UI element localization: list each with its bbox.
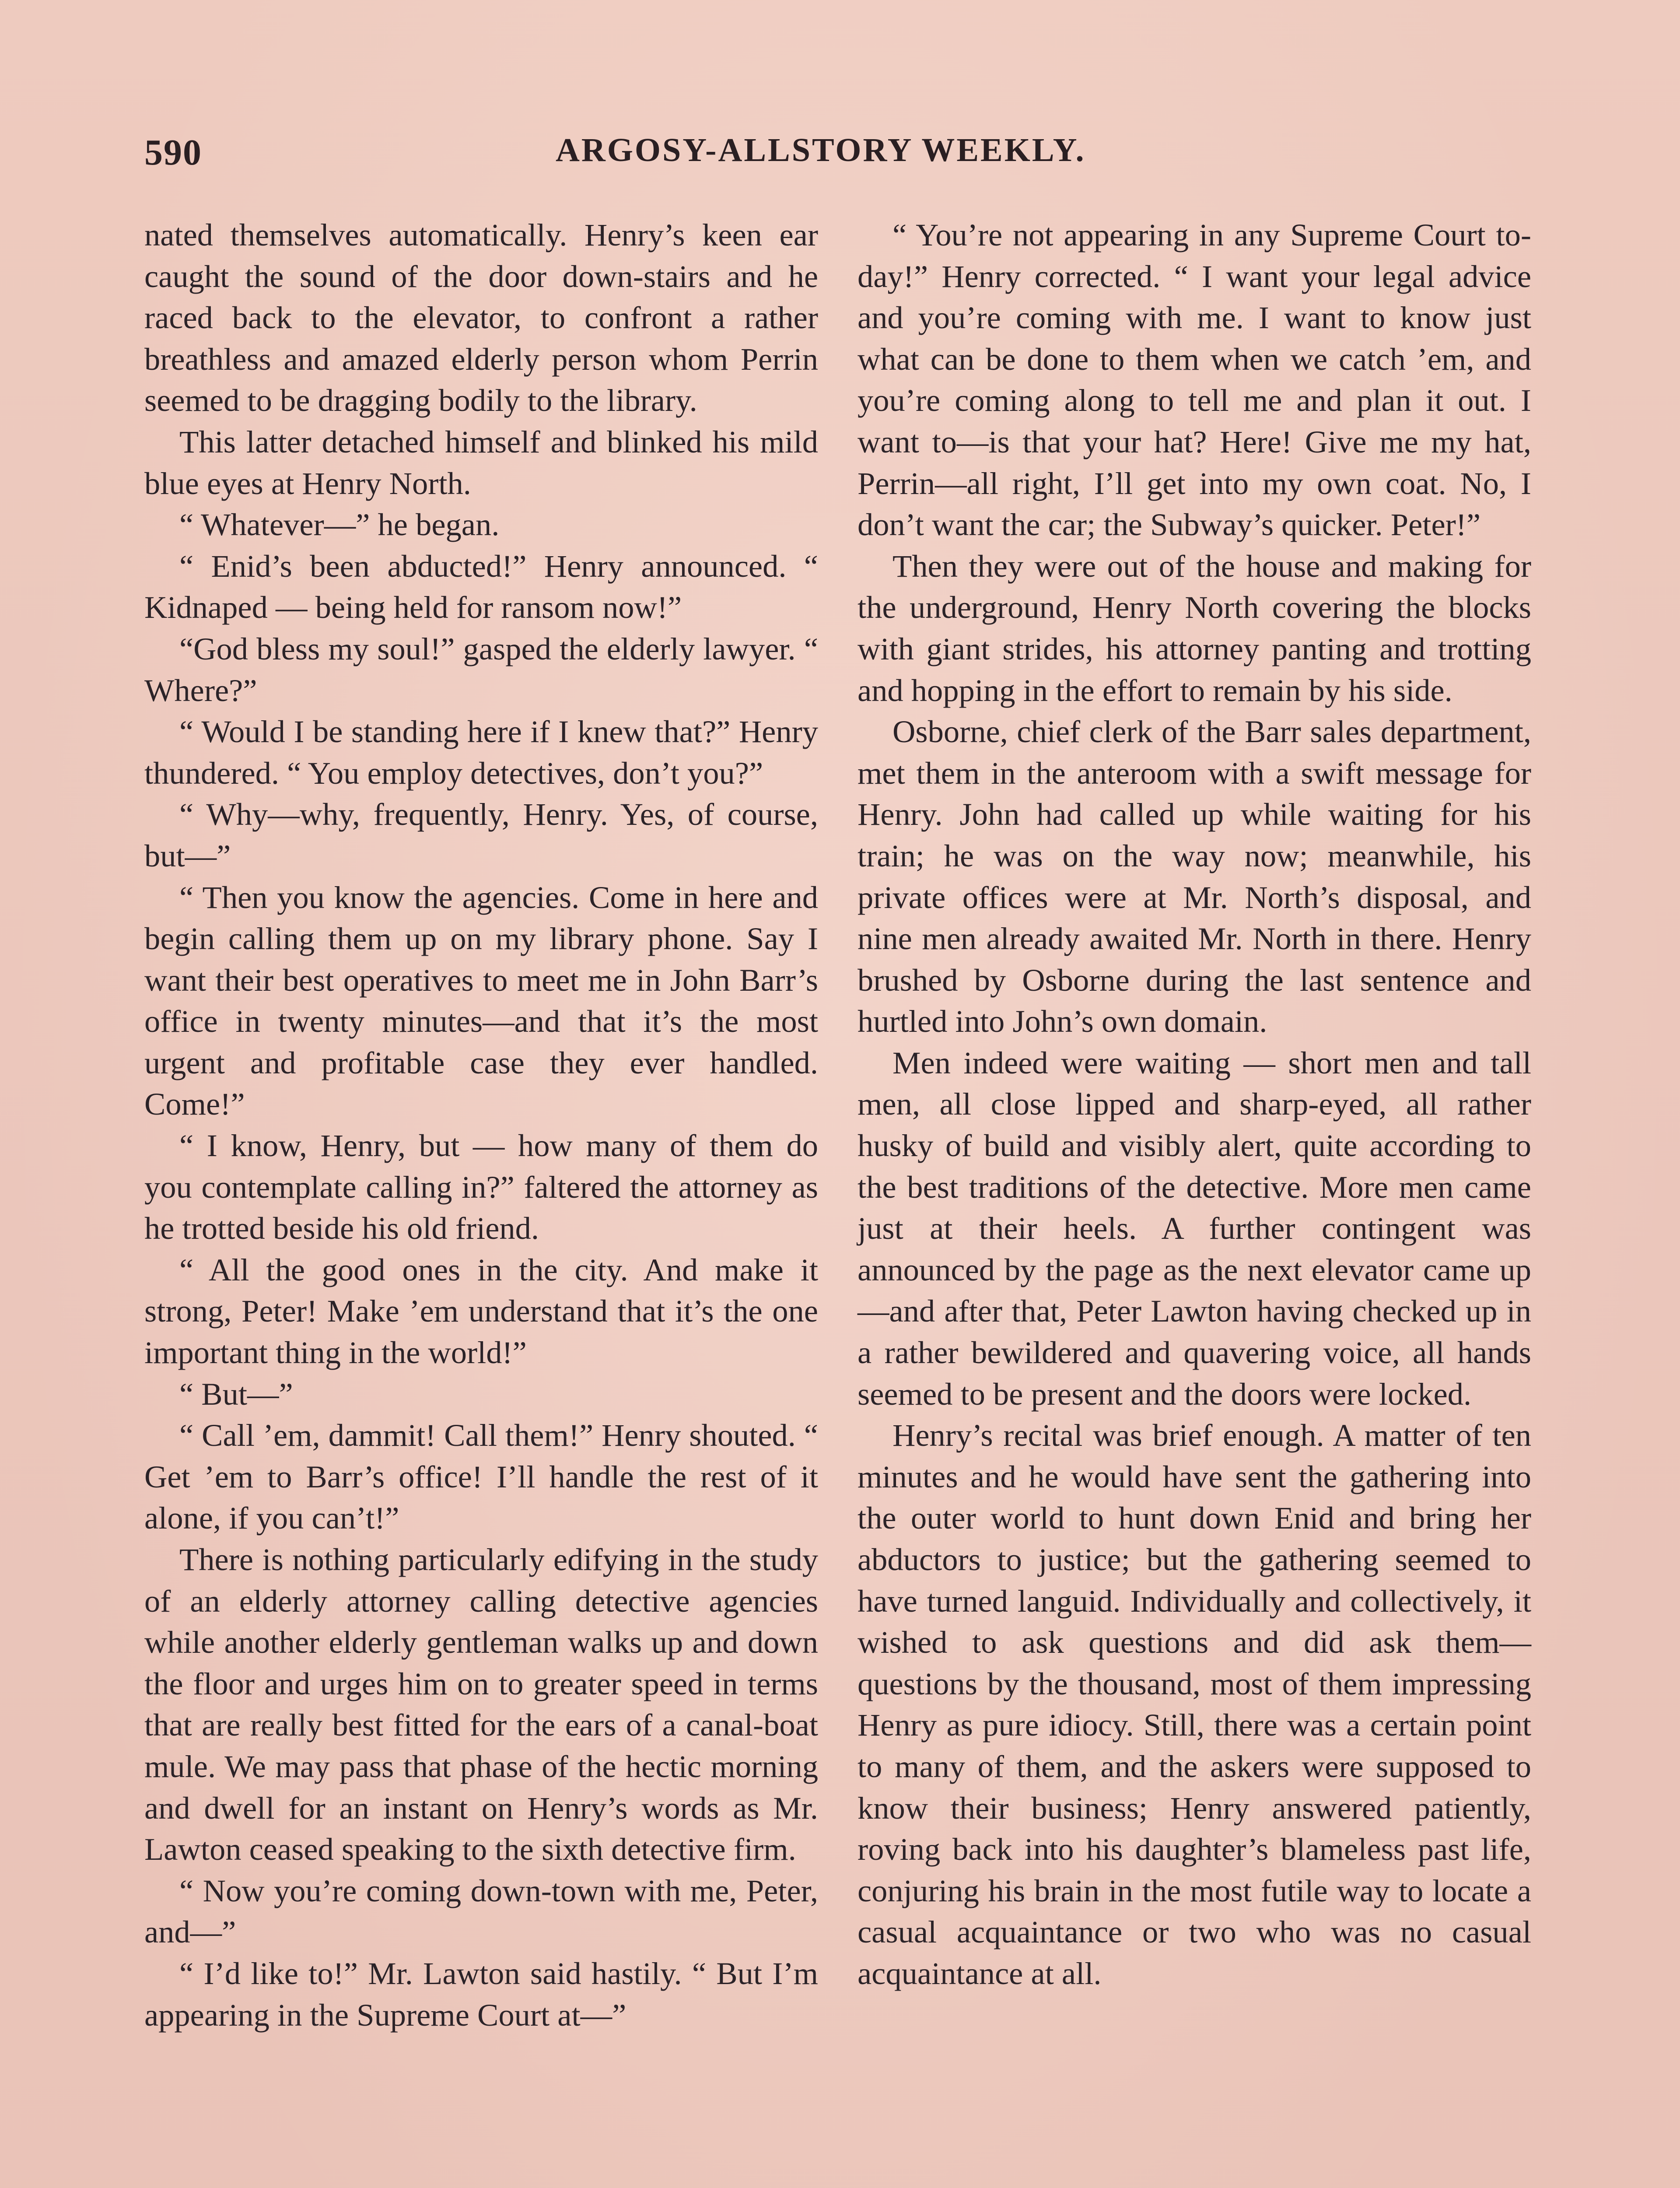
paragraph: “ But—” [179, 1376, 293, 1412]
paragraph: “ Now you’re coming down-town with me, Peter, and—” [144, 1872, 818, 1950]
page-number: 590 [144, 132, 202, 173]
paragraph: This latter detached himself and blinked his mild blue eyes at Henry North. [144, 424, 818, 501]
paragraph: “ I know, Henry, but — how many of them do you contemplate calling in?” faltered the attorney as he trotted beside his old friend. [144, 1128, 818, 1246]
paragraph: “ Then you know the agencies. Come in here and begin calling them up on my library phone. Say I want their best operatives to meet me in John Barr’s office in twenty minutes—and that it’s the most urgent and profitable case they ever handled. Come!” [144, 879, 818, 1122]
paragraph: “ Call ’em, dammit! Call them!” Henry shouted. “ Get ’em to Barr’s office! I’ll handle the rest of it alone, if you can’t!” [144, 1417, 818, 1536]
running-title: ARGOSY-ALLSTORY WEEKLY. [556, 132, 1086, 168]
paragraph: “ Enid’s been abducted!” Henry announced. “ Kidnaped — being held for ransom now!” [144, 548, 818, 625]
paragraph: Osborne, chief clerk of the Barr sales department, met them in the anteroom with a swift message for Henry. John had called up while waiting for his train; he was on the way now; meanwhile, his private offices were at Mr. North’s disposal, and nine men already awaited Mr. North in there. Henry brushed by Osborne during the last sentence and hurtled into John’s own domain. [858, 714, 1531, 1039]
paragraph: “ I’d like to!” Mr. Lawton said hastily. “ But I’m appearing in the Supreme Court at—” [144, 1955, 818, 2033]
paragraph: “ All the good ones in the city. And make it strong, Peter! Make ’em understand that it’s the one important thing in the world!” [144, 1252, 818, 1371]
paragraph: Then they were out of the house and making for the underground, Henry North covering the blocks with giant strides, his attorney panting and trotting and hopping in the effort to remain by his side. [858, 548, 1531, 708]
paragraph: Men indeed were waiting — short men and tall men, all close lipped and sharp-eyed, all rather husky of build and visibly alert, quite according to the best traditions of the detective. More men came just at their heels. A further contingent was announced by the page as the next elevator came up—and after that, Peter Lawton having checked up in a rather bewildered and quavering voice, all hands seemed to be present and the doors were locked. [858, 1045, 1531, 1412]
paragraph: nated themselves automatically. Henry’s keen ear caught the sound of the door down-stairs and he raced back to the elevator, to confront a rather breathless and amazed elderly person whom Perrin seemed to be dragging bodily to the library. [144, 217, 818, 418]
right-column [858, 214, 1531, 1995]
paragraph: “ Why—why, frequently, Henry. Yes, of course, but—” [144, 796, 818, 873]
paragraph: “ Would I be standing here if I knew that?” Henry thundered. “ You employ detectives, don’t you?” [144, 714, 818, 791]
paragraph: “ You’re not appearing in any Supreme Court to-day!” Henry corrected. “ I want your legal advice and you’re coming with me. I want to know just what can be done to them when we catch ’em, and you’re coming along to tell me and plan it out. I want to—is that your hat? Here! Give me my hat, Perrin—all right, I’ll get into my own coat. No, I don’t want the car; the Subway’s quicker. Peter!” [858, 217, 1531, 543]
left-column [144, 214, 818, 2036]
paragraph: Henry’s recital was brief enough. A matter of ten minutes and he would have sent the gathering into the outer world to hunt down Enid and bring her abductors to justice; but the gathering seemed to have turned languid. Individually and collectively, it wished to ask questions and did ask them—questions by the thousand, most of them impressing Henry as pure idiocy. Still, there was a certain point to many of them, and the askers were supposed to know their business; Henry answered patiently, roving back into his daughter’s blameless past life, conjuring his brain in the most futile way to locate a casual acquaintance or two who was no casual acquaintance at all. [858, 1417, 1531, 1991]
paragraph: There is nothing particularly edifying in the study of an elderly attorney calling detective agencies while another elderly gentleman walks up and down the floor and urges him on to greater speed in terms that are really best fitted for the ears of a canal-boat mule. We may pass that phase of the hectic morning and dwell for an instant on Henry’s words as Mr. Lawton ceased speaking to the sixth detective firm. [144, 1542, 818, 1867]
paragraph: “God bless my soul!” gasped the elderly lawyer. “ Where?” [144, 631, 818, 708]
paragraph: “ Whatever—” he began. [179, 507, 500, 543]
page-header [144, 127, 1124, 188]
